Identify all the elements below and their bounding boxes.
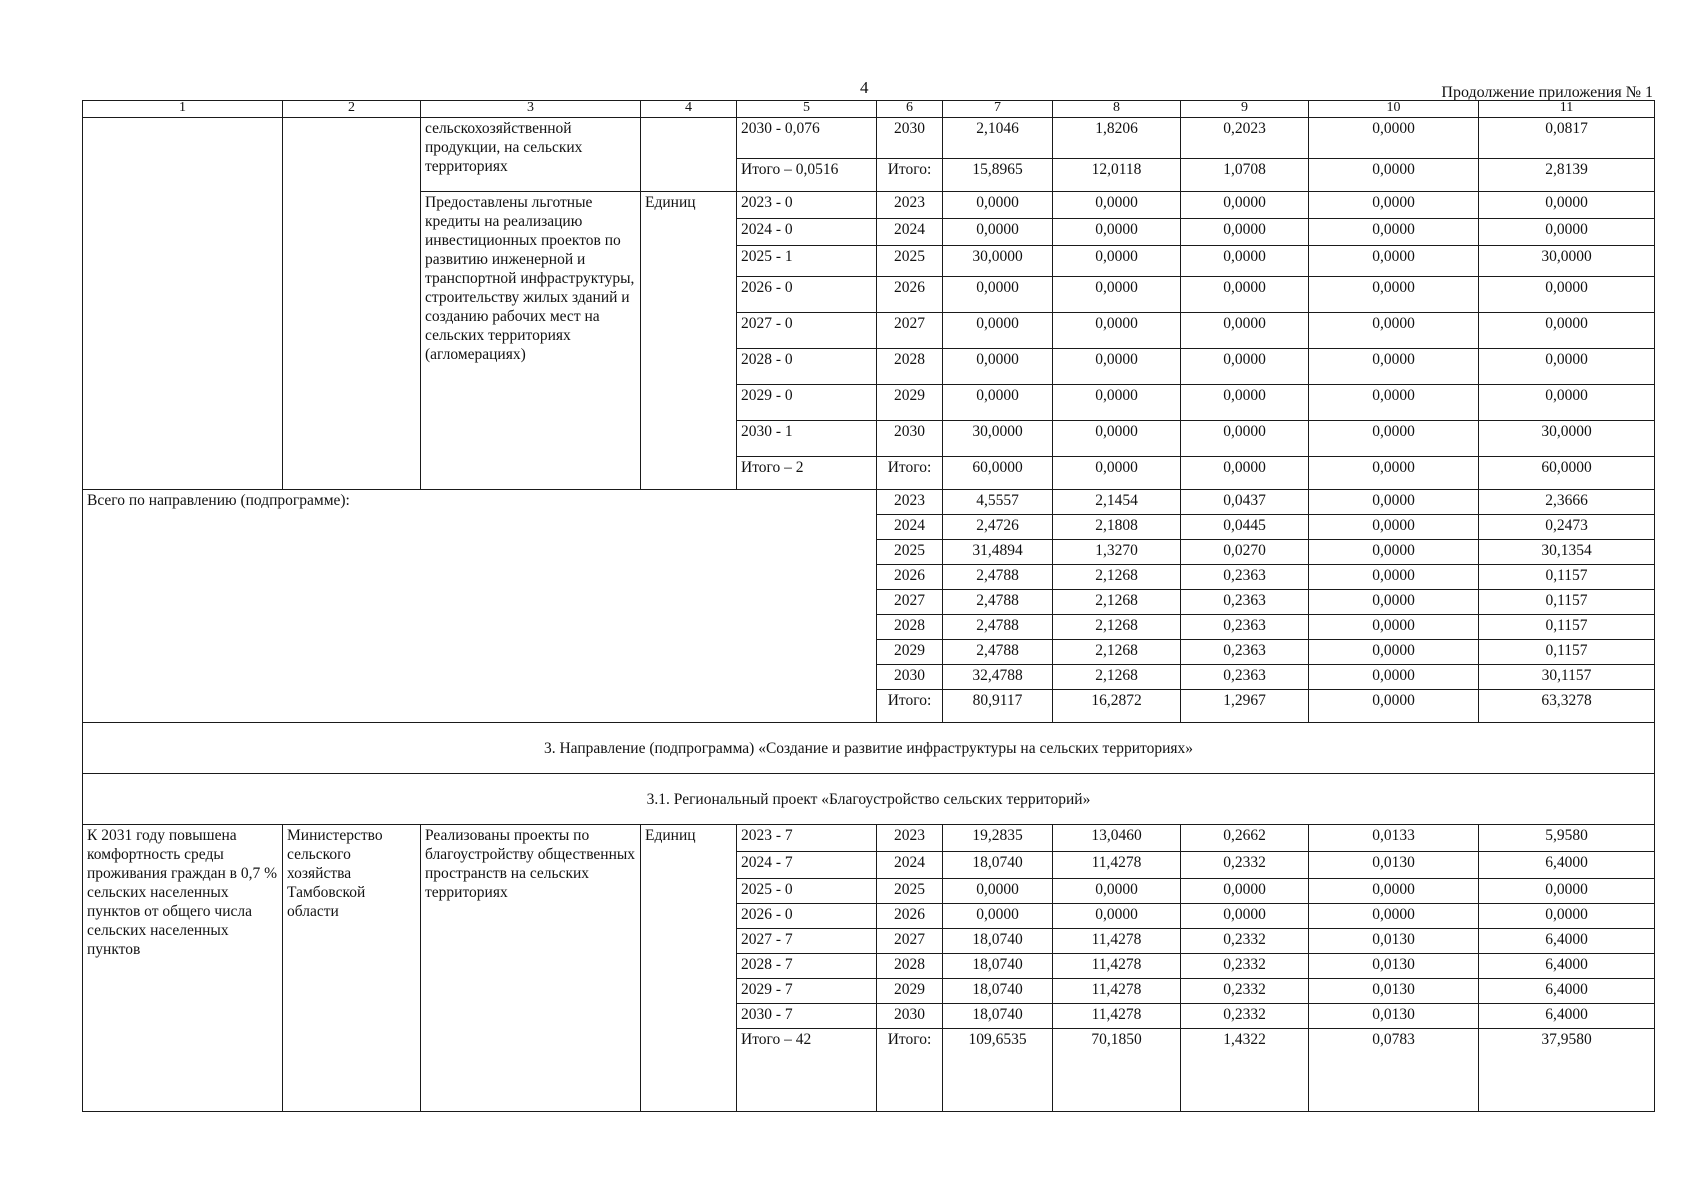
amount-cell: 0,2332: [1181, 852, 1309, 879]
year-cell: 2023: [877, 825, 943, 852]
appendix-table: [82, 100, 1655, 1112]
year-cell: 2023: [877, 192, 943, 219]
year-cell: 2029: [877, 640, 943, 665]
indicator-value-cell: 2023 - 0: [737, 192, 877, 219]
amount-cell: 0,0000: [1053, 192, 1181, 219]
amount-cell: 0,0000: [943, 313, 1053, 349]
amount-cell: 18,0740: [943, 1004, 1053, 1029]
amount-cell: 5,9580: [1479, 825, 1655, 852]
indicator-value-cell: 2026 - 0: [737, 277, 877, 313]
year-cell: 2028: [877, 349, 943, 385]
amount-cell: 0,0000: [1181, 385, 1309, 421]
amount-cell: 63,3278: [1479, 690, 1655, 723]
year-cell: 2023: [877, 490, 943, 515]
result-description-cell: Реализованы проекты по благоустройству общественных пространств на сельских территориях: [421, 825, 641, 1112]
amount-cell: 0,2023: [1181, 118, 1309, 159]
result-description-cell: Предоставлены льготные кредиты на реализацию инвестиционных проектов по развитию инженерной и транспортной инфраструктуры, строительству жилых зданий и созданию рабочих мест на сельских территориях (агломерациях): [421, 192, 641, 490]
amount-cell: 0,0000: [1309, 540, 1479, 565]
amount-cell: 30,1157: [1479, 665, 1655, 690]
amount-cell: 0,0000: [1053, 313, 1181, 349]
amount-cell: 0,0000: [1181, 349, 1309, 385]
indicator-value-cell: 2027 - 7: [737, 929, 877, 954]
amount-cell: 19,2835: [943, 825, 1053, 852]
amount-cell: 0,0000: [1309, 640, 1479, 665]
amount-cell: 0,0000: [1309, 590, 1479, 615]
amount-cell: 2,1268: [1053, 640, 1181, 665]
year-cell: 2027: [877, 313, 943, 349]
amount-cell: 18,0740: [943, 929, 1053, 954]
amount-cell: 0,0000: [1309, 421, 1479, 457]
amount-cell: 0,0000: [1479, 349, 1655, 385]
amount-cell: 11,4278: [1053, 929, 1181, 954]
amount-cell: 11,4278: [1053, 954, 1181, 979]
amount-cell: 0,0000: [1053, 246, 1181, 277]
amount-cell: 0,0130: [1309, 979, 1479, 1004]
amount-cell: 2,4788: [943, 565, 1053, 590]
amount-cell: 30,0000: [1479, 421, 1655, 457]
year-cell: Итого:: [877, 159, 943, 192]
amount-cell: 80,9117: [943, 690, 1053, 723]
amount-cell: 0,0000: [943, 879, 1053, 904]
amount-cell: 0,0000: [1053, 421, 1181, 457]
section-heading: 3. Направление (подпрограмма) «Создание и развитие инфраструктуры на сельских территориях»: [83, 723, 1655, 774]
amount-cell: 0,0000: [1479, 192, 1655, 219]
amount-cell: 0,2473: [1479, 515, 1655, 540]
amount-cell: 2,1454: [1053, 490, 1181, 515]
amount-cell: 0,0000: [1309, 490, 1479, 515]
amount-cell: 0,2332: [1181, 954, 1309, 979]
year-cell: Итого:: [877, 690, 943, 723]
amount-cell: 0,0000: [943, 349, 1053, 385]
amount-cell: 18,0740: [943, 979, 1053, 1004]
project-heading: 3.1. Региональный проект «Благоустройство сельских территорий»: [83, 774, 1655, 825]
year-cell: 2024: [877, 515, 943, 540]
table-row: [83, 118, 1655, 159]
amount-cell: 0,0000: [1309, 565, 1479, 590]
amount-cell: 30,1354: [1479, 540, 1655, 565]
amount-cell: 0,0000: [1309, 457, 1479, 490]
year-cell: 2030: [877, 1004, 943, 1029]
amount-cell: 0,0817: [1479, 118, 1655, 159]
table-row: [83, 774, 1655, 825]
amount-cell: 0,1157: [1479, 615, 1655, 640]
amount-cell: 2,1268: [1053, 590, 1181, 615]
year-cell: 2025: [877, 540, 943, 565]
year-cell: 2028: [877, 615, 943, 640]
amount-cell: 18,0740: [943, 954, 1053, 979]
indicator-value-cell: 2030 - 0,076: [737, 118, 877, 159]
unit-cell: Единиц: [641, 192, 737, 490]
indicator-value-cell: 2025 - 1: [737, 246, 877, 277]
amount-cell: 0,0000: [1479, 904, 1655, 929]
year-cell: 2029: [877, 979, 943, 1004]
indicator-value-cell: 2024 - 0: [737, 219, 877, 246]
column-header: 1: [83, 101, 283, 118]
amount-cell: 2,1268: [1053, 615, 1181, 640]
amount-cell: 0,0000: [1181, 421, 1309, 457]
year-cell: 2024: [877, 852, 943, 879]
indicator-value-cell: Итого – 2: [737, 457, 877, 490]
amount-cell: 0,2332: [1181, 1004, 1309, 1029]
year-cell: 2028: [877, 954, 943, 979]
year-cell: Итого:: [877, 457, 943, 490]
amount-cell: 0,0000: [1309, 313, 1479, 349]
goal-cell: К 2031 году повышена комфортность среды проживания граждан в 0,7 % сельских населенных пунктов от общего числа сельских населенных пунктов: [83, 825, 283, 1112]
amount-cell: 0,0000: [1309, 515, 1479, 540]
amount-cell: 16,2872: [1053, 690, 1181, 723]
indicator-value-cell: 2028 - 0: [737, 349, 877, 385]
amount-cell: 0,0000: [1309, 277, 1479, 313]
amount-cell: 0,0000: [1181, 246, 1309, 277]
column-header: 10: [1309, 101, 1479, 118]
result-description-cell: сельскохозяйственной продукции, на сельских территориях: [421, 118, 641, 192]
amount-cell: 2,4726: [943, 515, 1053, 540]
amount-cell: 0,0000: [1181, 192, 1309, 219]
amount-cell: 0,0000: [1181, 879, 1309, 904]
amount-cell: 13,0460: [1053, 825, 1181, 852]
amount-cell: 0,0000: [1053, 219, 1181, 246]
indicator-value-cell: 2030 - 7: [737, 1004, 877, 1029]
amount-cell: 0,0270: [1181, 540, 1309, 565]
amount-cell: 0,0000: [1309, 615, 1479, 640]
indicator-value-cell: Итого – 42: [737, 1029, 877, 1112]
amount-cell: 0,0000: [1479, 879, 1655, 904]
amount-cell: 6,4000: [1479, 954, 1655, 979]
column-header: 3: [421, 101, 641, 118]
amount-cell: 0,0000: [1479, 385, 1655, 421]
amount-cell: 0,2662: [1181, 825, 1309, 852]
year-cell: 2026: [877, 565, 943, 590]
indicator-value-cell: 2028 - 7: [737, 954, 877, 979]
amount-cell: 1,0708: [1181, 159, 1309, 192]
indicator-value-cell: 2029 - 0: [737, 385, 877, 421]
table-row: [83, 723, 1655, 774]
amount-cell: 2,1046: [943, 118, 1053, 159]
indicator-value-cell: Итого – 0,0516: [737, 159, 877, 192]
subprogram-total-label: Всего по направлению (подпрограмме):: [83, 490, 877, 723]
indicator-value-cell: 2030 - 1: [737, 421, 877, 457]
amount-cell: 1,3270: [1053, 540, 1181, 565]
amount-cell: 6,4000: [1479, 979, 1655, 1004]
indicator-value-cell: 2023 - 7: [737, 825, 877, 852]
amount-cell: 0,0130: [1309, 929, 1479, 954]
amount-cell: 0,0000: [1309, 192, 1479, 219]
amount-cell: 0,0130: [1309, 1004, 1479, 1029]
column-header: 7: [943, 101, 1053, 118]
amount-cell: 1,2967: [1181, 690, 1309, 723]
year-cell: 2027: [877, 590, 943, 615]
amount-cell: 2,1808: [1053, 515, 1181, 540]
amount-cell: 0,0000: [1053, 457, 1181, 490]
amount-cell: 0,0000: [1053, 277, 1181, 313]
amount-cell: 0,0783: [1309, 1029, 1479, 1112]
amount-cell: 0,0000: [1309, 879, 1479, 904]
amount-cell: 12,0118: [1053, 159, 1181, 192]
table-row: [83, 490, 1655, 515]
amount-cell: 0,0000: [943, 385, 1053, 421]
goal-cell: [83, 118, 283, 490]
amount-cell: 0,0000: [943, 192, 1053, 219]
amount-cell: 37,9580: [1479, 1029, 1655, 1112]
amount-cell: 0,2363: [1181, 590, 1309, 615]
amount-cell: 0,0000: [1309, 690, 1479, 723]
amount-cell: 0,0000: [1309, 118, 1479, 159]
amount-cell: 11,4278: [1053, 852, 1181, 879]
amount-cell: 0,2363: [1181, 615, 1309, 640]
column-header: 5: [737, 101, 877, 118]
amount-cell: 0,0000: [1309, 385, 1479, 421]
amount-cell: 0,2363: [1181, 565, 1309, 590]
amount-cell: 0,0000: [1479, 277, 1655, 313]
amount-cell: 2,4788: [943, 590, 1053, 615]
column-header: 8: [1053, 101, 1181, 118]
amount-cell: 0,2332: [1181, 979, 1309, 1004]
year-cell: Итого:: [877, 1029, 943, 1112]
amount-cell: 2,1268: [1053, 565, 1181, 590]
amount-cell: 0,0000: [943, 904, 1053, 929]
amount-cell: 30,0000: [943, 421, 1053, 457]
amount-cell: 31,4894: [943, 540, 1053, 565]
amount-cell: 0,0000: [1181, 277, 1309, 313]
amount-cell: 0,0000: [1309, 159, 1479, 192]
amount-cell: 0,0000: [1181, 457, 1309, 490]
amount-cell: 0,0000: [1053, 904, 1181, 929]
year-cell: 2030: [877, 118, 943, 159]
amount-cell: 0,0000: [943, 219, 1053, 246]
table-row: [83, 825, 1655, 852]
amount-cell: 0,0437: [1181, 490, 1309, 515]
year-cell: 2025: [877, 246, 943, 277]
amount-cell: 4,5557: [943, 490, 1053, 515]
amount-cell: 0,0000: [1479, 313, 1655, 349]
amount-cell: 0,2363: [1181, 640, 1309, 665]
amount-cell: 0,0130: [1309, 852, 1479, 879]
amount-cell: 0,1157: [1479, 590, 1655, 615]
unit-cell: Единиц: [641, 825, 737, 1112]
table-row: [83, 101, 1655, 118]
amount-cell: 70,1850: [1053, 1029, 1181, 1112]
year-cell: 2026: [877, 277, 943, 313]
year-cell: 2026: [877, 904, 943, 929]
amount-cell: 11,4278: [1053, 1004, 1181, 1029]
year-cell: 2024: [877, 219, 943, 246]
amount-cell: 11,4278: [1053, 979, 1181, 1004]
year-cell: 2029: [877, 385, 943, 421]
amount-cell: 60,0000: [1479, 457, 1655, 490]
indicator-value-cell: 2029 - 7: [737, 979, 877, 1004]
amount-cell: 0,0000: [1053, 385, 1181, 421]
indicator-value-cell: 2026 - 0: [737, 904, 877, 929]
amount-cell: 0,0000: [1053, 879, 1181, 904]
responsible-cell: [283, 118, 421, 490]
page-number: 4: [860, 78, 869, 97]
amount-cell: 109,6535: [943, 1029, 1053, 1112]
year-cell: 2027: [877, 929, 943, 954]
amount-cell: 0,2363: [1181, 665, 1309, 690]
column-header: 2: [283, 101, 421, 118]
amount-cell: 0,0000: [1309, 219, 1479, 246]
amount-cell: 1,8206: [1053, 118, 1181, 159]
amount-cell: 1,4322: [1181, 1029, 1309, 1112]
indicator-value-cell: 2027 - 0: [737, 313, 877, 349]
amount-cell: 0,0000: [1309, 904, 1479, 929]
amount-cell: 0,0000: [1181, 219, 1309, 246]
unit-cell: [641, 118, 737, 192]
year-cell: 2025: [877, 879, 943, 904]
column-header: 4: [641, 101, 737, 118]
amount-cell: 0,0000: [1181, 904, 1309, 929]
column-header: 6: [877, 101, 943, 118]
year-cell: 2030: [877, 665, 943, 690]
amount-cell: 0,2332: [1181, 929, 1309, 954]
amount-cell: 0,0130: [1309, 954, 1479, 979]
indicator-value-cell: 2024 - 7: [737, 852, 877, 879]
amount-cell: 6,4000: [1479, 1004, 1655, 1029]
amount-cell: 0,1157: [1479, 565, 1655, 590]
amount-cell: 0,0133: [1309, 825, 1479, 852]
amount-cell: 0,0000: [1181, 313, 1309, 349]
amount-cell: 30,0000: [1479, 246, 1655, 277]
indicator-value-cell: 2025 - 0: [737, 879, 877, 904]
amount-cell: 0,0000: [943, 277, 1053, 313]
amount-cell: 6,4000: [1479, 929, 1655, 954]
amount-cell: 6,4000: [1479, 852, 1655, 879]
amount-cell: 60,0000: [943, 457, 1053, 490]
continuation-label: Продолжение приложения № 1: [1441, 84, 1653, 101]
amount-cell: 0,0000: [1479, 219, 1655, 246]
amount-cell: 18,0740: [943, 852, 1053, 879]
amount-cell: 2,1268: [1053, 665, 1181, 690]
amount-cell: 0,0000: [1309, 246, 1479, 277]
year-cell: 2030: [877, 421, 943, 457]
amount-cell: 2,4788: [943, 640, 1053, 665]
amount-cell: 0,0000: [1053, 349, 1181, 385]
column-header: 11: [1479, 101, 1655, 118]
amount-cell: 15,8965: [943, 159, 1053, 192]
amount-cell: 2,4788: [943, 615, 1053, 640]
amount-cell: 2,8139: [1479, 159, 1655, 192]
amount-cell: 0,0445: [1181, 515, 1309, 540]
column-header: 9: [1181, 101, 1309, 118]
amount-cell: 30,0000: [943, 246, 1053, 277]
amount-cell: 32,4788: [943, 665, 1053, 690]
amount-cell: 2,3666: [1479, 490, 1655, 515]
responsible-cell: Министерство сельского хозяйства Тамбовской области: [283, 825, 421, 1112]
amount-cell: 0,0000: [1309, 665, 1479, 690]
amount-cell: 0,0000: [1309, 349, 1479, 385]
amount-cell: 0,1157: [1479, 640, 1655, 665]
